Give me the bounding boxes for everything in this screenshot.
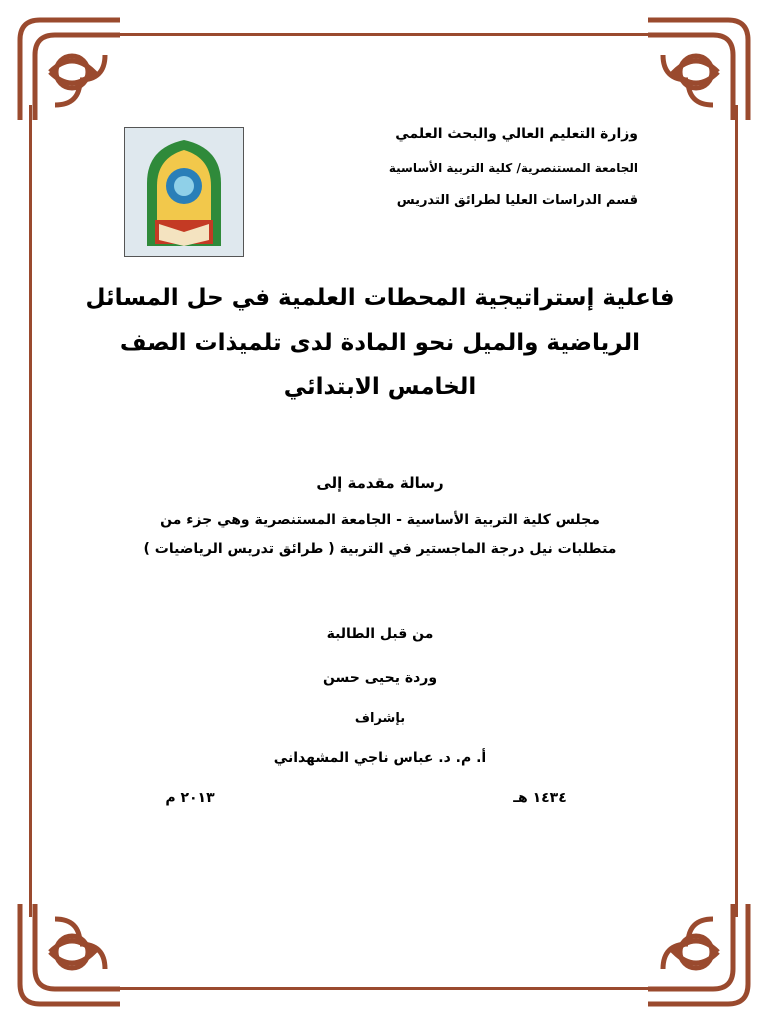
submission-line-1: مجلس كلية التربية الأساسية - الجامعة المستنصرية وهي جزء من bbox=[160, 512, 600, 528]
frame-bottom-line bbox=[95, 987, 673, 990]
college-logo-emblem bbox=[125, 128, 243, 256]
supervisor-name: أ. م. د. عباس ناجي المشهداني bbox=[273, 750, 487, 766]
corner-ornament-top-left bbox=[10, 10, 130, 130]
frame-top-line bbox=[95, 33, 673, 36]
author-name: وردة يحيى حسن bbox=[322, 670, 438, 686]
frame-right-line bbox=[735, 105, 738, 917]
thesis-title-line-3: الخامس الابتدائي bbox=[283, 374, 477, 400]
college-logo bbox=[124, 127, 244, 257]
thesis-title-line-1: فاعلية إستراتيجية المحطات العلمية في حل المسائل bbox=[85, 285, 675, 311]
department-name: قسم الدراسات العليا لطرائق التدريس bbox=[396, 193, 638, 208]
thesis-title-line-2: الرياضية والميل نحو المادة لدى تلميذات الصف bbox=[119, 330, 641, 356]
university-name: الجامعة المستنصرية/ كلية التربية الأساسية bbox=[388, 161, 638, 175]
supervision-label: بإشراف bbox=[354, 711, 406, 726]
gregorian-year: ٢٠١٣ م bbox=[165, 790, 215, 806]
corner-ornament-top-right bbox=[638, 10, 758, 130]
submission-line-2: متطلبات نيل درجة الماجستير في التربية ( طرائق تدريس الرياضيات ) bbox=[143, 541, 617, 557]
hijri-year: ١٤٣٤ هـ bbox=[513, 790, 567, 806]
author-label: من قبل الطالبة bbox=[326, 626, 434, 642]
submission-intro: رسالة مقدمة إلى bbox=[316, 474, 444, 492]
ministry-name: وزارة التعليم العالي والبحث العلمي bbox=[395, 126, 638, 142]
frame-left-line bbox=[29, 105, 32, 917]
corner-ornament-bottom-left bbox=[10, 894, 130, 1014]
corner-ornament-bottom-right bbox=[638, 894, 758, 1014]
